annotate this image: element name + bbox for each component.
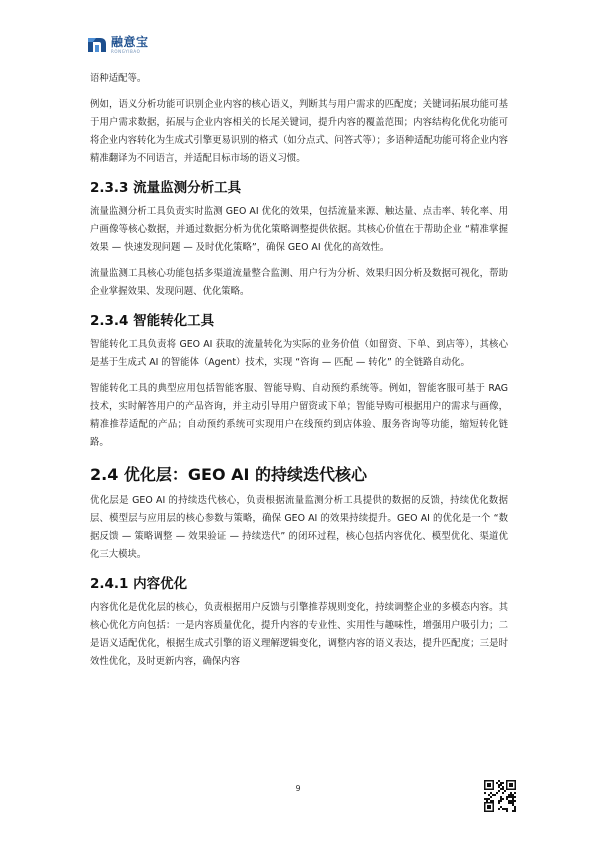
paragraph: 流量监测分析工具负责实时监测 GEO AI 优化的效果，包括流量来源、触达量、点击率、转化率、用户画像等核心数据，并通过数据分析为优化策略调整提供依据。其核心价值在于帮助企业 “精准掌握效果 — 快速发现问题 — 及时优化策略”，确保 GEO AI 优化的高效性。 [90,206,508,253]
section-heading: 2.4 优化层：GEO AI 的持续迭代核心 [90,465,368,484]
qr-code [484,780,516,812]
paragraph: 智能转化工具负责将 GEO AI 获取的流量转化为实际的业务价值（如留资、下单、到店等），其核心是基于生成式 AI 的智能体（Agent）技术，实现 “咨询 — 匹配 — 转化” 的全链路自动化。 [90,339,508,368]
paragraph: 智能转化工具的典型应用包括智能客服、智能导购、自动预约系统等。例如，智能客服可基于 RAG 技术，实时解答用户的产品咨询，并主动引导用户留资或下单；智能导购可根据用户的需求与画像，精准推荐适配的产品；自动预约系统可实现用户在线预约到店体验、服务咨询等功能，缩短转化链路。 [90,383,508,448]
header [86,34,149,56]
page-content [90,70,508,679]
paragraph: 优化层是 GEO AI 的持续迭代核心，负责根据流量监测分析工具提供的数据的反馈，持续优化数据层、模型层与应用层的核心参数与策略，确保 GEO AI 的效果持续提升。GEO AI 的优化是一个 “数据反馈 — 策略调整 — 效果验证 — 持续迭代” 的闭环过程，核心包括内容优化、模型优化、渠道优化三大模块。 [90,495,508,560]
paragraph: 例如，语义分析功能可识别企业内容的核心语义，判断其与用户需求的匹配度；关键词拓展功能可基于用户需求数据，拓展与企业内容相关的长尾关键词，提升内容的覆盖范围；内容结构化优化功能可将企业内容转化为生成式引擎更易识别的格式（如分点式、问答式等）；多语种适配功能可将企业内容精准翻译为不同语言，并适配目标市场的语义习惯。 [90,99,508,164]
logo-name: 融意宝 [111,35,149,49]
logo-subtitle: RONGYIBAO [111,49,141,54]
subsection-heading: 2.3.4 智能转化工具 [90,313,215,329]
paragraph: 流量监测工具核心功能包括多渠道流量整合监测、用户行为分析、效果归因分析及数据可视化，帮助企业掌握效果、发现问题、优化策略。 [90,268,508,297]
logo [111,36,149,54]
logo-icon [86,34,108,56]
subsection-heading: 2.4.1 内容优化 [90,576,188,592]
subsection-heading: 2.3.3 流量监测分析工具 [90,180,242,196]
paragraph: 语种适配等。 [90,73,147,84]
paragraph: 内容优化是优化层的核心，负责根据用户反馈与引擎推荐规则变化，持续调整企业的多模态内容。其核心优化方向包括：一是内容质量优化，提升内容的专业性、实用性与趣味性，增强用户吸引力；二是语义适配优化，根据生成式引擎的语义理解逻辑变化，调整内容的语义表达，提升匹配度；三是时效性优化，及时更新内容，确保内容 [90,602,508,667]
page-number: 9 [295,784,301,793]
